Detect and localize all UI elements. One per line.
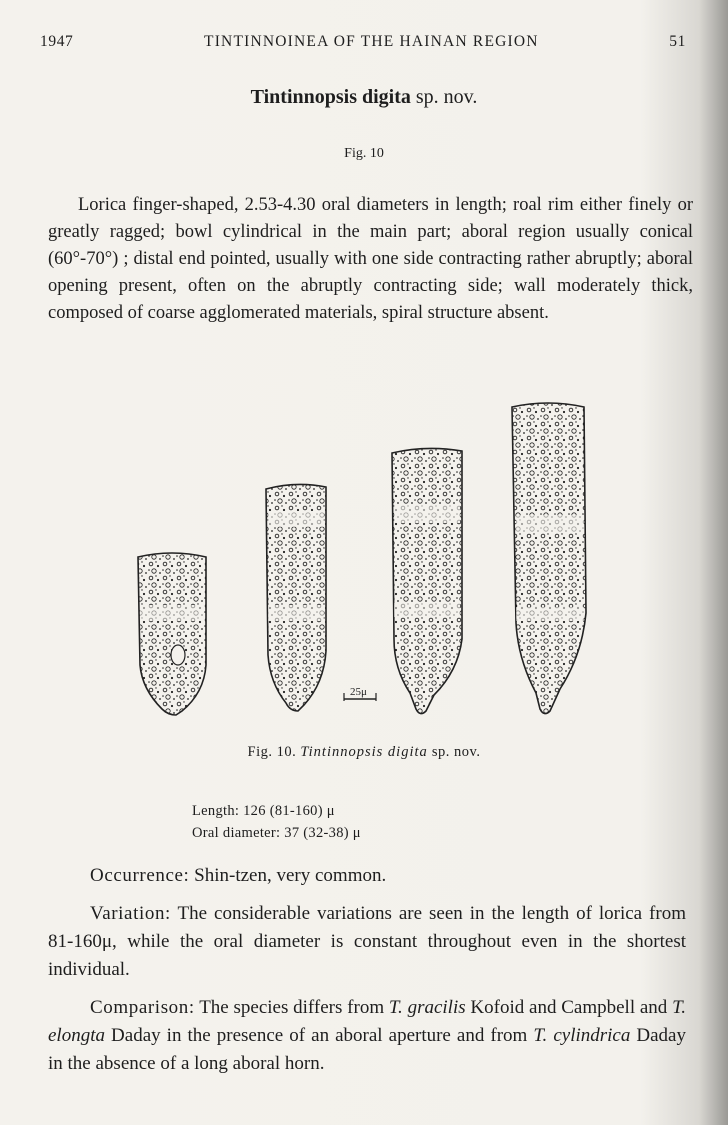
species-heading [0,86,728,109]
comparison-text-1: The species differs from [199,997,385,1018]
caption-suffix: sp. nov. [431,744,481,760]
lorica-illustration [120,393,620,733]
figure-reference: Fig. 10 [344,146,384,161]
variation-text: The considerable variations are seen in the length of lorica from 81-160μ, while the oral diameter is constant throughout even in the shortest individual. [48,903,686,980]
lorica-specimen-3 [392,448,462,713]
header-running-title: TINTINNOINEA OF THE HAINAN REGION [204,33,539,50]
measurement-oral-diameter: Oral diameter: 37 (32-38) μ [192,825,361,841]
figure-caption [0,744,728,761]
comparison-species-2: T. elongta [48,997,687,1046]
scale-bar [344,686,376,701]
caption-prefix: Fig. 10. [247,744,297,760]
species-name: Tintinnopsis digita [250,86,411,108]
occurrence-text: Shin-tzen, very common. [194,865,387,886]
species-description: Lorica finger-shaped, 2.53-4.30 oral diameters in length; roal rim either finely or greatly ragged; bowl cylindrical in the main part; aboral region usually conical (60°-70°) ; distal end pointed, usually with one side contracting rather abruptly; aboral opening present, often on the abruptly contracting side; wall moderately thick, composed of coarse agglomerated materials, spiral structure absent. [48,195,693,323]
species-suffix: sp. nov. [415,86,478,108]
comparison-label: Comparison: [90,997,195,1018]
comparison-text-2: Kofoid and Campbell and [470,997,668,1018]
variation-paragraph [48,900,686,984]
running-header [40,33,686,51]
comparison-paragraph [48,994,686,1078]
header-page-number: 51 [669,33,686,50]
caption-species: Tintinnopsis digita [300,744,428,760]
lorica-drawings [120,393,620,733]
occurrence-paragraph [48,862,686,890]
header-year: 1947 [40,33,74,50]
lorica-specimen-1 [138,553,206,715]
variation-label: Variation: [90,903,171,924]
comparison-text-4: Daday in the absence of a long aboral horn. [48,1025,686,1074]
lorica-specimen-4 [512,403,586,714]
lorica-specimen-2 [266,484,326,711]
comparison-text-3: Daday in the presence of an aboral aperture and from [111,1025,528,1046]
occurrence-label: Occurrence: [90,865,190,886]
scale-bar-label: 25μ [350,686,367,698]
measurement-length: Length: 126 (81-160) μ [192,803,335,819]
comparison-species-3: T. cylindrica [533,1025,631,1046]
comparison-species-1: T. gracilis [388,997,466,1018]
